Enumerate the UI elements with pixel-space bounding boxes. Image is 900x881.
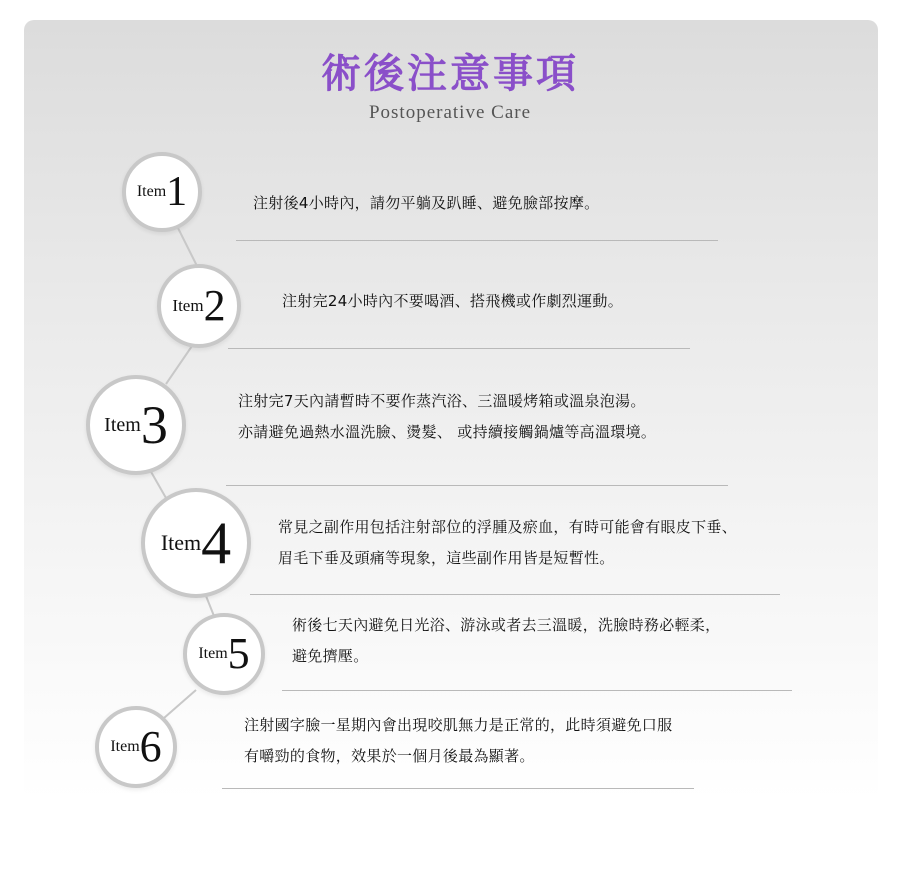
item-text-line: 亦請避免過熱水溫洗臉、燙髮、 或持續接觸鍋爐等高溫環境。 [238,423,657,441]
connector-line [206,596,214,616]
item-text-line: 注射後4小時內，請勿平躺及趴睡、避免臉部按摩。 [253,194,600,212]
item-5-badge [183,613,265,695]
item-text-line: 有嚼勁的食物，效果於一個月後最為顯著。 [244,747,535,765]
item-text-line: 術後七天內避免日光浴、游泳或者去三溫暖，洗臉時務必輕柔， [292,616,721,634]
item-text-line: 避免擠壓。 [292,647,369,665]
connector-line [166,346,192,384]
connector-line [150,470,166,498]
item-number: 5 [227,629,250,678]
item-2-badge [157,264,241,348]
item-text-line: 注射國字臉一星期內會出現咬肌無力是正常的，此時須避免口服 [244,716,673,734]
item-4-text [278,512,737,574]
item-4-badge [141,488,251,598]
item-number: 6 [139,722,162,771]
divider [222,788,694,789]
page-subtitle: Postoperative Care [368,102,532,123]
item-1-text [253,188,599,219]
item-6-badge [95,706,177,788]
item-3-text [238,386,656,448]
divider [226,485,728,486]
item-label: Item [198,645,228,662]
item-6-text [244,710,672,772]
item-3-badge [86,375,186,475]
item-label: Item [172,296,204,315]
divider [228,348,690,349]
item-5-text [292,610,720,672]
item-1-badge [122,152,202,232]
item-2-text [282,286,623,317]
item-label: Item [104,413,141,436]
item-number: 1 [166,169,188,215]
divider [282,690,792,691]
divider [250,594,780,595]
item-text-line: 常見之副作用包括注射部位的浮腫及瘀血，有時可能會有眼皮下垂、 [278,518,738,536]
item-text-line: 眉毛下垂及頭痛等現象，這些副作用皆是短暫性。 [278,549,615,567]
item-label: Item [160,530,202,555]
connector-line [178,228,198,268]
item-label: Item [136,183,167,200]
item-number: 3 [140,395,168,455]
item-number: 2 [203,281,226,330]
connector-line [164,690,196,718]
item-label: Item [110,738,140,755]
item-number: 4 [201,510,232,576]
item-text-line: 注射完24小時內不要喝酒、搭飛機或作劇烈運動。 [282,292,623,310]
item-text-line: 注射完7天內請暫時不要作蒸汽浴、三溫暖烤箱或溫泉泡湯。 [238,392,646,410]
divider [236,240,718,241]
page-title: 術後注意事項 [321,51,579,97]
